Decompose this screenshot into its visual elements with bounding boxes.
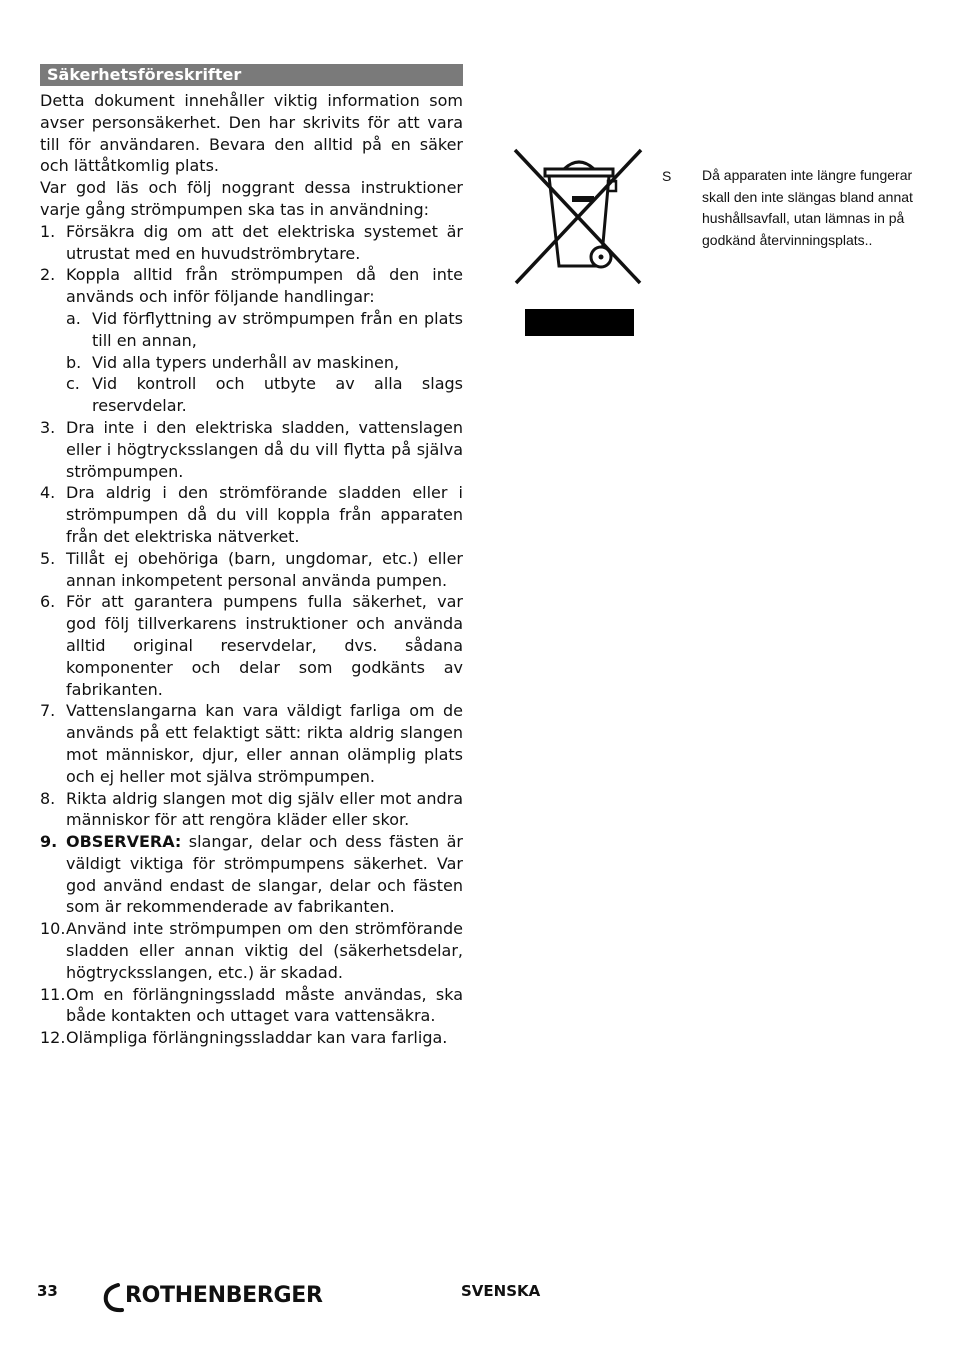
item-number: 2. <box>40 265 56 285</box>
list-item <box>40 1027 463 1049</box>
item-number: 6. <box>40 592 56 612</box>
item-number: 10. <box>40 919 66 939</box>
item-text: Tillåt ej obehöriga (barn, ungdomar, etc.) eller annan inkompetent personal använda pumpen. <box>66 548 463 590</box>
item-number: 7. <box>40 701 56 721</box>
item-number: 9. <box>40 832 58 852</box>
list-item <box>40 264 463 417</box>
item-text: Använd inte strömpumpen om den strömförande sladden eller annan viktig del (säkerhetsdelar, högtrycksslangen, etc.) är skadad. <box>66 919 463 982</box>
item-text: slangar, delar och dess fästen är väldigt viktiga för strömpumpens säkerhet. Var god använd endast de slangar, delar och fästen som är rekommenderade av fabrikanten. <box>66 832 463 917</box>
sub-list <box>66 308 463 417</box>
page-number: 33 <box>37 1282 58 1300</box>
item-text: Vattenslangarna kan vara väldigt farliga om de används på ett felaktigt sätt: rikta aldrig slangen mot människor, djur, eller annan olämplig plats och ej heller mot själva strömpumpen. <box>66 701 463 786</box>
list-item <box>40 918 463 983</box>
sub-item-text: Vid alla typers underhåll av maskinen, <box>92 352 400 372</box>
language-label: SVENSKA <box>461 1282 541 1300</box>
item-number: 3. <box>40 417 56 437</box>
language-letter: S <box>662 168 672 184</box>
item-text: Dra inte i den elektriska sladden, vattenslagen eller i högtrycksslangen då du vill flytta på själva strömpumpen. <box>66 417 463 481</box>
list-item <box>40 984 463 1028</box>
intro-paragraph-2: Var god läs och följ noggrant dessa instruktioner varje gång strömpumpen ska tas in användning: <box>40 178 463 219</box>
list-item <box>40 548 463 592</box>
list-item <box>40 591 463 700</box>
sub-item-text: Vid kontroll och utbyte av alla slags reservdelar. <box>92 374 463 416</box>
crossed-out-wheelie-bin-icon <box>510 147 645 287</box>
disposal-notice: Då apparaten inte längre fungerar skall den inte slängas bland annat hushållsavfall, utan lämnas in på godkänd återvinningsplats.. <box>702 167 913 248</box>
safety-column <box>40 64 463 1049</box>
sub-item-letter: c. <box>66 374 80 394</box>
item-number: 1. <box>40 221 56 241</box>
list-item <box>40 482 463 547</box>
list-item <box>40 788 463 832</box>
sub-item-letter: a. <box>66 308 81 328</box>
list-item <box>40 700 463 787</box>
sub-item-text: Vid förflyttning av strömpumpen från en plats till en annan, <box>92 308 463 350</box>
item-text: Dra aldrig i den strömförande sladden eller i strömpumpen då du vill koppla från apparaten från det elektriska nätverket. <box>66 483 463 546</box>
sub-list-item <box>66 308 463 352</box>
list-item <box>40 221 463 265</box>
item-text: Koppla alltid från strömpumpen då den inte används och inför följande handlingar: <box>66 265 463 307</box>
item-text: Olämpliga förlängningssladdar kan vara farliga. <box>66 1028 448 1048</box>
brand-name: ROTHENBERGER <box>125 1283 323 1308</box>
safety-list <box>40 221 463 1049</box>
black-bar <box>525 309 634 336</box>
item-bold-lead: OBSERVERA: <box>66 832 182 852</box>
list-item <box>40 831 463 918</box>
item-number: 11. <box>40 984 66 1004</box>
section-heading: Säkerhetsföreskrifter <box>40 64 463 86</box>
list-item <box>40 417 463 482</box>
item-text: För att garantera pumpens fulla säkerhet, var god följ tillverkarens instruktioner och använda alltid original reservdelar, dvs. sådana komponenter och delar som godkänts av fabrikanten. <box>66 592 463 699</box>
intro-paragraph-1: Detta dokument innehåller viktig information som avser personsäkerhet. Den har skrivits för att vara till för användaren. Bevara den alltid på en säker och lättåtkomlig plats. <box>40 91 463 176</box>
item-number: 5. <box>40 548 56 568</box>
sub-item-letter: b. <box>66 352 82 372</box>
item-number: 4. <box>40 483 56 503</box>
item-number: 12. <box>40 1028 66 1048</box>
sub-list-item <box>66 373 463 417</box>
item-text: Rikta aldrig slangen mot dig själv eller mot andra människor för att rengöra kläder eller skor. <box>66 788 463 830</box>
brand-logo <box>102 1277 347 1317</box>
item-number: 8. <box>40 788 56 808</box>
item-text: Försäkra dig om att det elektriska systemet är utrustat med en huvudströmbrytare. <box>66 221 463 263</box>
sub-list-item <box>66 352 463 374</box>
item-text: Om en förlängningssladd måste användas, ska både kontakten och uttaget vara vattensäkra. <box>66 984 463 1026</box>
